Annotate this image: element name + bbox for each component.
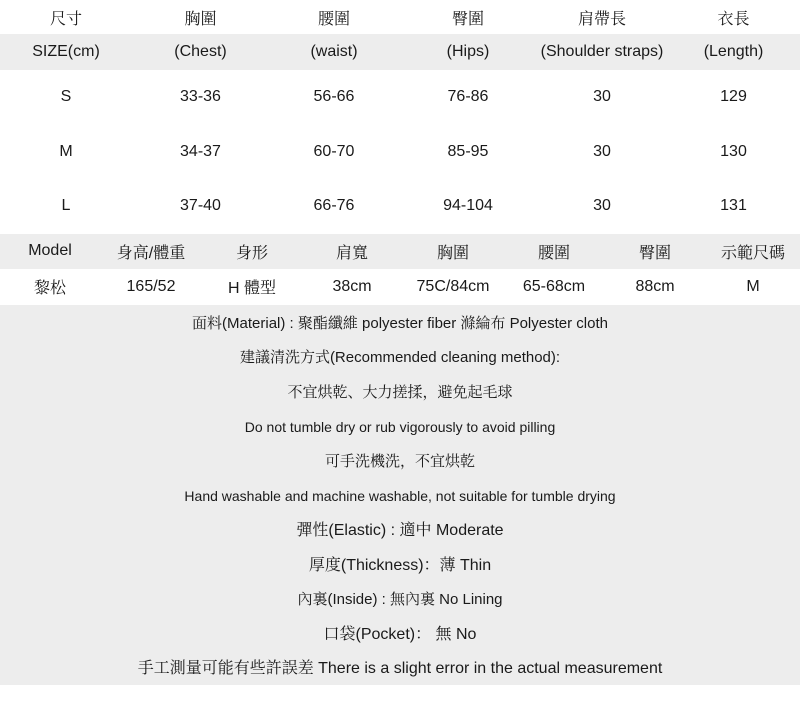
model-waist-cell: 65-68cm [522, 277, 586, 295]
thickness-note: 厚度(Thickness)：薄 Thin [308, 556, 492, 574]
size-cell: S [60, 88, 72, 106]
cleaning-note-en: Do not tumble dry or rub vigorously to avoid pilling [244, 419, 556, 436]
model-size-cell: M [746, 277, 760, 295]
size-header-en-size: SIZE(cm) [32, 43, 100, 60]
waist-cell: 60-70 [313, 142, 355, 160]
size-header-en-row [0, 34, 800, 70]
shoulder-cell: 30 [593, 197, 611, 215]
length-cell: 130 [720, 142, 747, 160]
table-row [0, 269, 800, 305]
model-header-size: 示範尺碼 [720, 244, 785, 262]
washing-note-cn: 可手洗機洗，不宜烘乾 [324, 452, 475, 470]
measurement-error-note: 手工測量可能有些許誤差 There is a slight error in the actual measurement [137, 660, 663, 678]
waist-cell: 56-66 [313, 88, 355, 106]
product-notes [0, 305, 800, 685]
size-header-en-shoulder: (Shoulder straps) [540, 43, 664, 60]
pocket-note: 口袋(Pocket)： 無 No [323, 625, 477, 643]
size-cell: M [59, 142, 73, 160]
table-row [0, 179, 800, 234]
size-header-cn-length: 衣長 [717, 10, 750, 28]
model-hips-cell: 88cm [635, 277, 675, 295]
model-height-weight-cell: 165/52 [126, 277, 176, 295]
length-cell: 131 [720, 197, 747, 215]
waist-cell: 66-76 [313, 197, 355, 215]
hips-cell: 76-86 [447, 88, 489, 106]
shoulder-cell: 30 [593, 142, 611, 160]
size-header-cn-shoulder: 肩帶長 [577, 10, 626, 28]
model-header-chest: 胸圍 [436, 244, 469, 262]
model-body-type-cell: H 體型 [227, 280, 276, 297]
size-header-en-length: (Length) [703, 43, 764, 60]
model-header-name: Model [28, 242, 72, 259]
table-row [0, 125, 800, 180]
model-header-hips: 臀圍 [638, 244, 671, 262]
size-header-cn-waist: 腰圍 [317, 10, 350, 28]
shoulder-cell: 30 [593, 88, 611, 106]
chest-cell: 37-40 [180, 197, 221, 215]
washing-note-en: Hand washable and machine washable, not suitable for tumble drying [184, 488, 616, 505]
chest-cell: 34-37 [180, 142, 221, 160]
size-header-cn-row [0, 0, 800, 34]
chest-cell: 33-36 [180, 88, 221, 106]
size-header-cn-chest: 胸圍 [184, 10, 217, 28]
elastic-note: 彈性(Elastic) : 適中 Moderate [296, 522, 504, 540]
hips-cell: 85-95 [447, 142, 489, 160]
model-name-cell: 黎松 [33, 280, 66, 297]
table-row [0, 70, 800, 125]
size-cell: L [61, 197, 71, 215]
material-note: 面料(Material) : 聚酯纖維 polyester fiber 滌綸布 Polyester cloth [192, 314, 608, 332]
size-header-cn-hips: 臀圍 [451, 10, 484, 28]
size-header-en-chest: (Chest) [174, 43, 227, 60]
model-header-row [0, 234, 800, 269]
size-header-cn-size: 尺寸 [49, 10, 82, 28]
model-chest-cell: 75C/84cm [416, 277, 490, 295]
size-header-en-hips: (Hips) [446, 43, 490, 60]
cleaning-note-cn: 不宜烘乾、大力搓揉，避免起毛球 [287, 383, 513, 401]
length-cell: 129 [720, 88, 747, 106]
model-table [0, 234, 800, 305]
model-header-height-weight: 身高/體重 [116, 244, 186, 262]
model-header-waist: 腰圍 [537, 244, 570, 262]
lining-note: 內裏(Inside) : 無內裏 No Lining [297, 591, 503, 609]
hips-cell: 94-104 [443, 197, 493, 215]
cleaning-method-heading: 建議清洗方式(Recommended cleaning method): [239, 349, 561, 367]
model-shoulder-cell: 38cm [332, 277, 372, 295]
bottom-spacer [0, 685, 800, 719]
model-header-body-type: 身形 [235, 244, 268, 262]
size-chart [0, 0, 800, 234]
size-header-en-waist: (waist) [310, 43, 358, 60]
model-header-shoulder: 肩寬 [335, 244, 368, 262]
